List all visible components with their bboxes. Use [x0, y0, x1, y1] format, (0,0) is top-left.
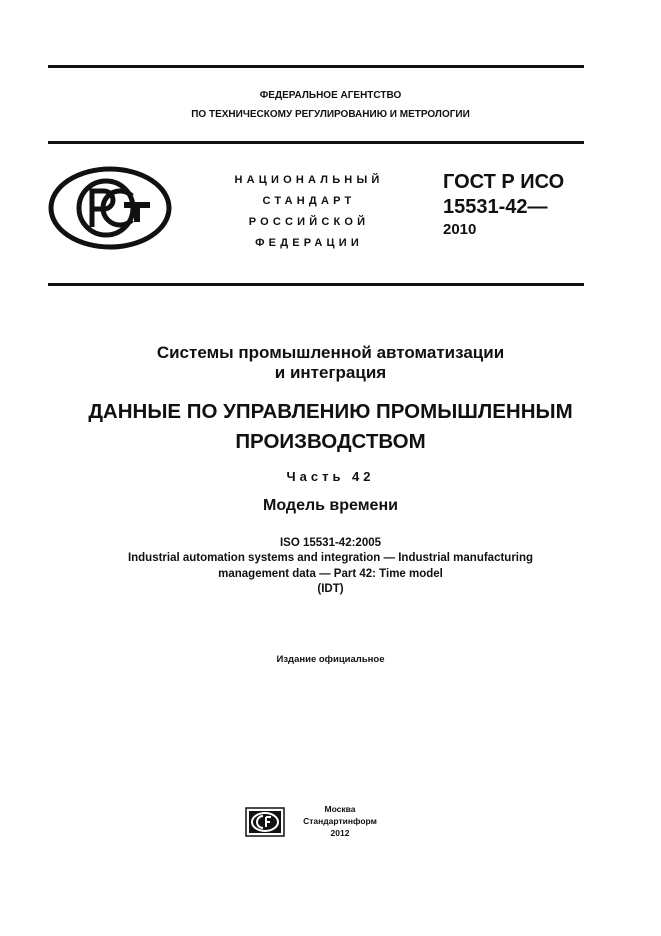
part-number: Часть 42: [286, 469, 375, 484]
national-standard-block: [212, 170, 406, 254]
main-title-line2: ПРОИЗВОДСТВОМ: [235, 430, 426, 453]
agency-name-line1: ФЕДЕРАЛЬНОЕ АГЕНТСТВО: [259, 90, 402, 101]
designation-year: 2010: [443, 221, 477, 238]
publisher-name: Стандартинформ: [303, 816, 377, 826]
publisher-year: 2012: [330, 828, 350, 838]
standard-line-standard: СТАНДАРТ: [262, 195, 356, 207]
standard-line-federation: ФЕДЕРАЦИИ: [255, 237, 363, 249]
main-title-line1: ДАННЫЕ ПО УПРАВЛЕНИЮ ПРОМЫШЛЕННЫМ: [88, 400, 573, 423]
edition-label: Издание официальное: [276, 654, 385, 665]
standartinform-logo-icon: [245, 807, 285, 837]
iso-number: ISO 15531-42:2005: [279, 537, 382, 549]
standard-designation: [443, 170, 603, 240]
title-line1: Системы промышленной автоматизации: [156, 343, 505, 362]
gost-r-logo-icon: [48, 166, 172, 250]
standard-line-national: НАЦИОНАЛЬНЫЙ: [234, 174, 384, 186]
designation-line1: ГОСТ Р ИСО: [443, 171, 565, 193]
iso-equivalence: (IDT): [317, 583, 344, 595]
header-rule: [48, 141, 584, 144]
part-title: Модель времени: [263, 497, 398, 514]
standard-block-rule: [48, 283, 584, 286]
iso-title-line1: Industrial automation systems and integration — Industrial manufacturing: [127, 552, 534, 564]
designation-line2: 15531-42—: [443, 196, 548, 218]
title-line2: и интеграция: [274, 363, 387, 382]
publisher-city: Москва: [324, 804, 356, 814]
standard-line-russian: РОССИЙСКОЙ: [248, 216, 370, 228]
agency-name-line2: ПО ТЕХНИЧЕСКОМУ РЕГУЛИРОВАНИЮ И МЕТРОЛОГИИ: [191, 109, 470, 120]
iso-title-line2: management data — Part 42: Time model: [218, 568, 443, 580]
publisher-info: [295, 803, 385, 839]
top-rule: [48, 65, 584, 68]
